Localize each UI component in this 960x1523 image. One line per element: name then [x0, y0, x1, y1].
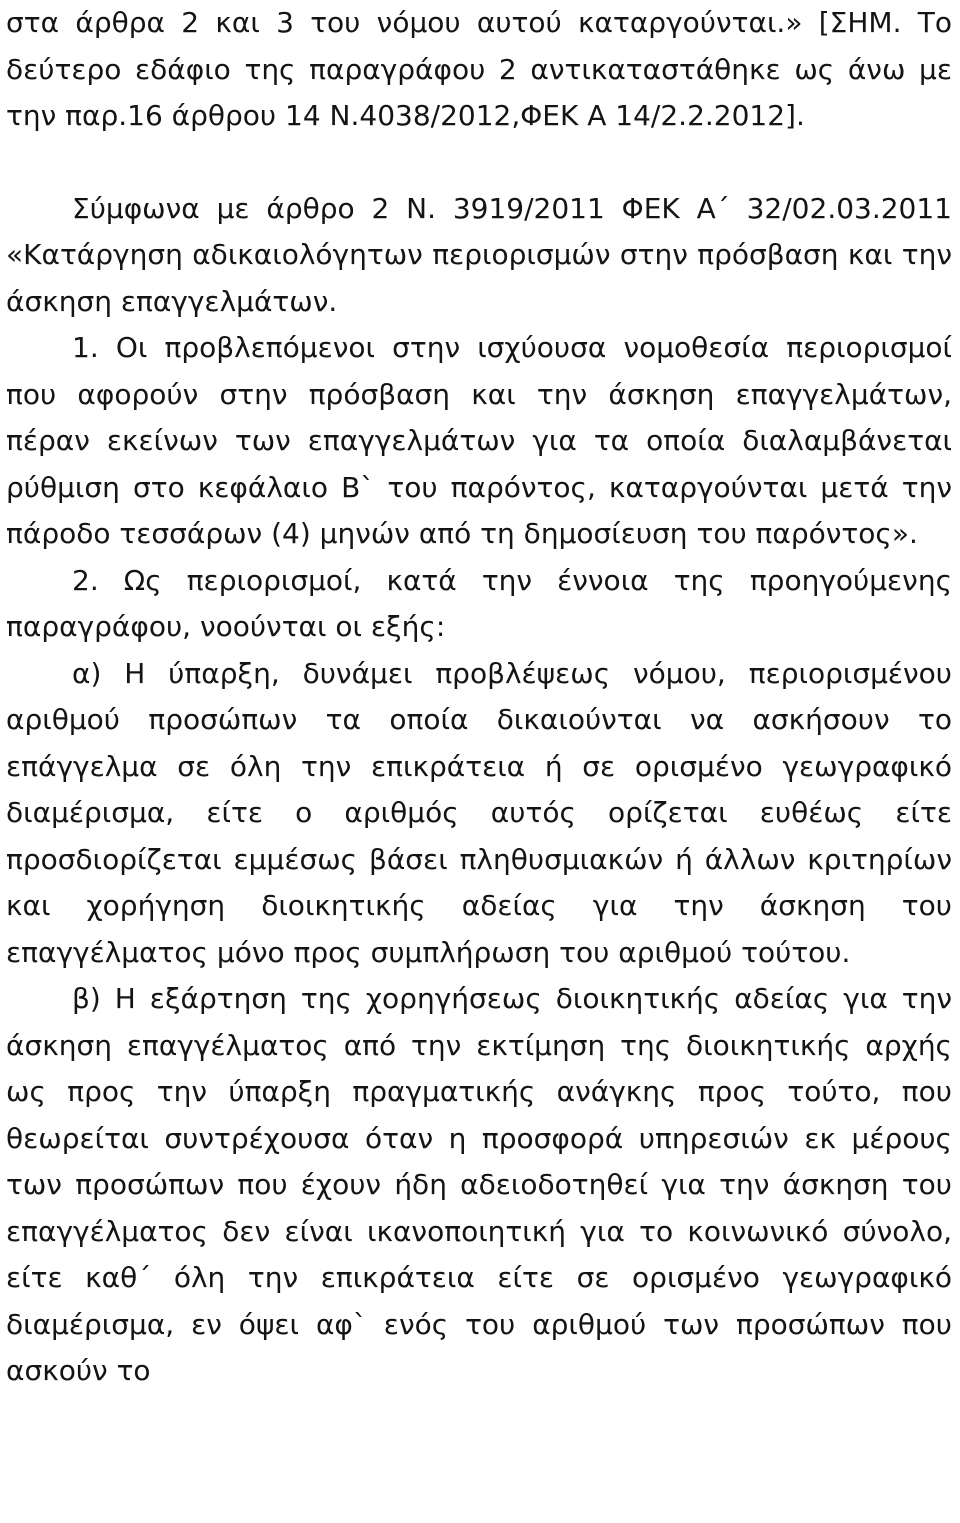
paragraph-repeal-note: στα άρθρα 2 και 3 του νόμου αυτού καταργούνται.» [ΣΗΜ. Το δεύτερο εδάφιο της παραγράφου 2 αντικαταστάθηκε ως άνω με την παρ.16 άρθρου 14 Ν.4038/2012,ΦΕΚ Α 14/2.2.2012].	[6, 6, 952, 132]
paragraph-law-reference: Σύμφωνα με άρθρο 2 Ν. 3919/2011 ΦΕΚ Α΄ 32/02.03.2011 «Κατάργηση αδικαιολόγητων περιορισμών στην πρόσβαση και την άσκηση επαγγελμάτων.	[6, 191, 952, 318]
paragraph-item-a: α) Η ύπαρξη, δυνάμει προβλέψεως νόμου, περιορισμένου αριθμού προσώπων τα οποία δικαιούνται να ασκήσουν το επάγγελμα σε όλη την επικράτεια ή σε ορισμένο γεωγραφικό διαμέρισμα, είτε ο αριθμός αυτός ορίζεται ευθέως είτε προσδιορίζεται εμμέσως βάσει πληθυσμιακών ή άλλων κριτηρίων και χορήγηση διοικητικής αδείας για την άσκηση του επαγγέλματος μόνο προς συμπλήρωση του αριθμού τούτου.	[6, 656, 952, 969]
paragraph-item-b: β) Η εξάρτηση της χορηγήσεως διοικητικής αδείας για την άσκηση επαγγέλματος από την εκτίμηση της διοικητικής αρχής ως προς την ύπαρξη πραγματικής ανάγκης προς τούτο, που θεωρείται συντρέχουσα όταν η προσφορά υπηρεσιών εκ μέρους των προσώπων που έχουν ήδη αδειοδοτηθεί για την άσκηση του επαγγέλματος δεν είναι ικανοποιητική για το κοινωνικό σύνολο, είτε καθ΄ όλη την επικράτεια είτε σε ορισμένο γεωγραφικό διαμέρισμα, εν όψει αφ` ενός του αριθμού των προσώπων που ασκούν το	[6, 982, 952, 1387]
paragraph-item-1: 1. Οι προβλεπόμενοι στην ισχύουσα νομοθεσία περιορισμοί που αφορούν στην πρόσβαση και την άσκηση επαγγελμάτων, πέραν εκείνων των επαγγελμάτων για τα οποία διαλαμβάνεται ρύθμιση στο κεφάλαιο Β` του παρόντος, καταργούνται μετά την πάροδο τεσσάρων (4) μηνών από τη δημοσίευση του παρόντος».	[6, 331, 952, 550]
paragraph-item-2: 2. Ως περιορισμοί, κατά την έννοια της προηγούμενης παραγράφου, νοούνται οι εξής:	[6, 563, 952, 643]
